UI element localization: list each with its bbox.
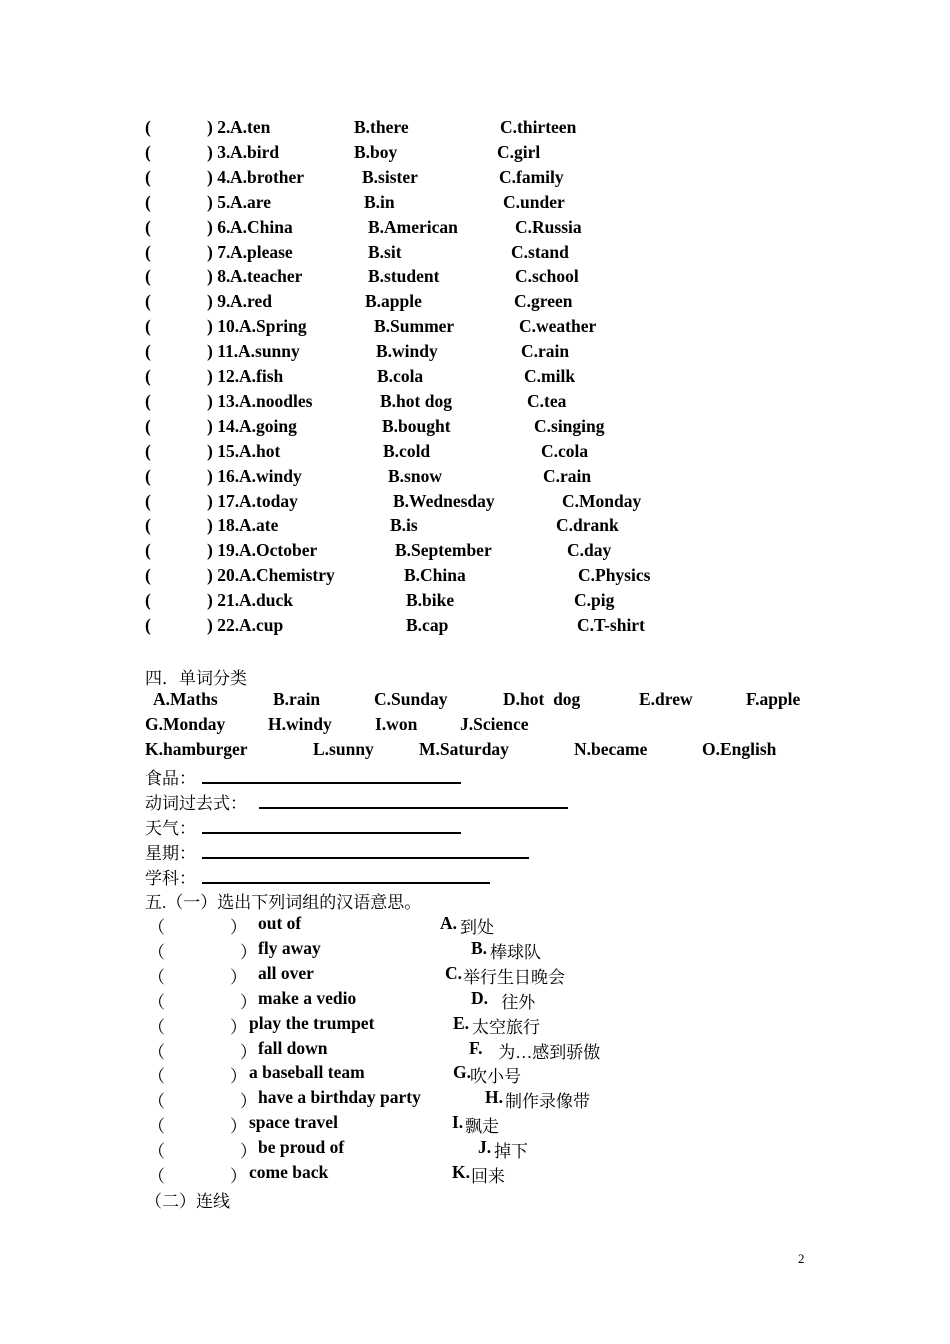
answer-blank-open[interactable]: ( [145, 141, 151, 162]
answer-blank-open[interactable]: ( [145, 341, 151, 362]
meaning-letter: K. [452, 1162, 470, 1182]
chinese-meaning: 太空旅行 [472, 1017, 540, 1037]
option-c: C.tea [527, 390, 567, 411]
question-row [0, 117, 950, 141]
word-item: K.hamburger [145, 739, 248, 759]
answer-blank-open[interactable]: （ [148, 1042, 165, 1062]
option-b: B.student [368, 266, 440, 287]
answer-blank-close: ） [230, 1067, 247, 1087]
answer-blank-open[interactable]: ( [145, 241, 151, 262]
english-phrase: be proud of [258, 1137, 345, 1158]
option-b: B.boy [354, 141, 398, 162]
phrase-row [0, 1112, 950, 1136]
option-a: A.teacher [230, 266, 303, 287]
option-a: A.China [230, 216, 293, 237]
option-a: A.noodles [239, 390, 313, 411]
english-phrase: all over [258, 962, 314, 983]
answer-blank-open[interactable]: ( [145, 540, 151, 561]
english-phrase: fly away [258, 937, 321, 958]
meaning-letter: G. [453, 1062, 471, 1083]
option-c: C.Russia [515, 216, 582, 237]
option-c: C.Monday [562, 490, 642, 511]
question-row [0, 366, 950, 390]
question-number: ) 14. [207, 415, 240, 436]
answer-blank-open[interactable]: ( [145, 590, 151, 611]
option-c: C.singing [534, 415, 605, 436]
option-b: B.Summer [374, 316, 455, 337]
meaning-letter: E. [453, 1012, 470, 1033]
option-a: A.brother [230, 166, 305, 187]
chinese-meaning: 举行生日晚会 [463, 967, 565, 987]
answer-blank-open[interactable]: （ [148, 1067, 165, 1087]
chinese-meaning: 棒球队 [490, 942, 541, 962]
answer-blank-open[interactable]: ( [145, 490, 151, 511]
question-row [0, 491, 950, 515]
question-row [0, 416, 950, 440]
option-b: B.sit [368, 241, 402, 262]
phrase-row [0, 913, 950, 937]
question-number: ) 9. [207, 291, 231, 312]
option-b: B.there [354, 117, 409, 137]
option-a: A.cup [239, 615, 284, 635]
option-b: B.in [364, 191, 395, 212]
phrase-row [0, 1087, 950, 1111]
question-number: ) 15. [207, 440, 240, 461]
option-c: C.T-shirt [577, 615, 645, 635]
question-number: ) 21. [207, 590, 240, 611]
chinese-meaning: 往外 [497, 992, 536, 1012]
option-b: B.cap [406, 615, 449, 635]
option-a: A.October [239, 540, 318, 561]
option-a: A.going [239, 415, 297, 436]
option-c: C.stand [511, 241, 569, 262]
answer-blank-open[interactable]: ( [145, 166, 151, 187]
category-food-answer-line[interactable] [202, 782, 461, 784]
english-phrase: space travel [249, 1112, 338, 1133]
category-past-tense-label: 动词过去式： [145, 794, 247, 813]
answer-blank-open[interactable]: ( [145, 440, 151, 461]
question-number: ) 10. [207, 316, 240, 337]
section4-title: 四．单词分类 [145, 669, 247, 688]
answer-blank-close: ） [240, 1142, 257, 1162]
word-item: F.apple [746, 689, 801, 709]
question-row [0, 242, 950, 266]
section5-title: 五.（一）选出下列词组的汉语意思。 [145, 893, 422, 912]
word-item: L.sunny [313, 739, 374, 759]
english-phrase: make a vedio [258, 987, 357, 1008]
option-a: A.bird [230, 141, 280, 162]
option-c: C.school [515, 266, 579, 287]
option-a: A.ate [239, 515, 279, 536]
answer-blank-open[interactable]: ( [145, 316, 151, 337]
question-row [0, 217, 950, 241]
question-row [0, 615, 950, 639]
option-b: B.bike [406, 590, 455, 611]
option-b: B.Wednesday [393, 490, 495, 511]
word-item: M.Saturday [419, 739, 509, 759]
question-row [0, 167, 950, 191]
option-b: B.hot dog [380, 390, 452, 411]
word-item: B.rain [273, 689, 321, 709]
question-number: ) 17. [207, 490, 240, 511]
option-a: A.hot [239, 440, 281, 461]
meaning-letter: J. [478, 1137, 492, 1158]
option-c: C.pig [574, 590, 615, 611]
chinese-meaning: 吹小号 [470, 1067, 521, 1087]
answer-blank-open[interactable]: ( [145, 117, 151, 137]
question-number: ) 18. [207, 515, 240, 536]
question-row [0, 540, 950, 564]
option-c: C.thirteen [500, 117, 577, 137]
answer-blank-open[interactable]: ( [145, 465, 151, 486]
word-item: G.Monday [145, 714, 226, 734]
section5-part2-title: （二）连线 [145, 1192, 230, 1211]
word-item: C.Sunday [374, 689, 448, 709]
question-row [0, 142, 950, 166]
question-number: ) 6. [207, 216, 231, 237]
question-row [0, 515, 950, 539]
phrase-row [0, 1038, 950, 1062]
phrase-row [0, 938, 950, 962]
question-number: ) 12. [207, 366, 240, 386]
answer-blank-open[interactable]: ( [145, 291, 151, 312]
answer-blank-close: ） [230, 1117, 247, 1137]
option-a: A.sunny [238, 341, 300, 362]
chinese-meaning: 回来 [471, 1167, 505, 1186]
english-phrase: fall down [258, 1037, 328, 1058]
english-phrase: have a birthday party [258, 1087, 421, 1108]
option-b: B.apple [365, 291, 422, 312]
question-row [0, 316, 950, 340]
question-row [0, 291, 950, 315]
meaning-letter: H. [485, 1087, 503, 1108]
answer-blank-close: ） [240, 992, 257, 1012]
option-c: C.cola [541, 440, 589, 461]
phrase-row [0, 988, 950, 1012]
question-number: ) 13. [207, 390, 240, 411]
english-phrase: come back [249, 1162, 329, 1182]
option-a: A.windy [239, 465, 302, 486]
answer-blank-close: ） [230, 918, 247, 937]
answer-blank-open[interactable]: ( [145, 216, 151, 237]
option-b: B.September [395, 540, 492, 561]
option-c: C.weather [519, 316, 597, 337]
word-item: O.English [702, 739, 777, 759]
question-number: ) 7. [207, 241, 231, 262]
question-row [0, 466, 950, 490]
answer-blank-open[interactable]: ( [145, 515, 151, 536]
option-b: B.cold [383, 440, 431, 461]
word-item: D.hot dog [503, 689, 581, 709]
answer-blank-open[interactable]: （ [148, 1092, 165, 1112]
meaning-letter: A. [440, 913, 458, 933]
option-b: B.windy [376, 341, 438, 362]
english-phrase: a baseball team [249, 1062, 365, 1083]
meaning-letter: D. [471, 987, 489, 1008]
category-food-label: 食品： [145, 769, 196, 788]
option-c: C.family [499, 166, 564, 187]
word-item: E.drew [639, 689, 693, 709]
answer-blank-open[interactable]: ( [145, 565, 151, 586]
answer-blank-close: ） [230, 1167, 247, 1186]
category-weather-answer-line[interactable] [202, 832, 461, 834]
answer-blank-open[interactable]: ( [145, 390, 151, 411]
chinese-meaning: 到处 [460, 918, 494, 937]
meaning-letter: I. [452, 1112, 464, 1133]
option-b: B.American [368, 216, 458, 237]
question-number: ) 19. [207, 540, 240, 561]
meaning-letter: C. [445, 962, 463, 983]
category-weekday-label: 星期： [145, 844, 196, 863]
option-c: C.day [567, 540, 612, 561]
phrase-row [0, 1162, 950, 1186]
option-c: C.rain [521, 341, 570, 362]
answer-blank-close: ） [230, 967, 247, 987]
answer-blank-open[interactable]: （ [148, 942, 165, 962]
phrase-row [0, 1013, 950, 1037]
question-number: ) 11. [207, 341, 239, 362]
option-a: A.today [239, 490, 298, 511]
answer-blank-close: ） [240, 942, 257, 962]
question-number: ) 8. [207, 266, 231, 287]
question-row [0, 391, 950, 415]
option-a: A.red [230, 291, 272, 312]
question-row [0, 441, 950, 465]
answer-blank-open[interactable]: ( [145, 615, 151, 635]
option-b: B.snow [388, 465, 442, 486]
option-c: C.green [514, 291, 573, 312]
option-c: C.girl [497, 141, 541, 162]
option-b: B.China [404, 565, 466, 586]
question-number: ) 3. [207, 141, 231, 162]
answer-blank-open[interactable]: （ [148, 1167, 165, 1186]
option-a: A.ten [230, 117, 271, 137]
answer-blank-close: ） [240, 1042, 257, 1062]
phrase-row [0, 1062, 950, 1086]
question-row [0, 590, 950, 614]
option-a: A.fish [239, 366, 284, 386]
option-a: A.Chemistry [239, 565, 335, 586]
option-b: B.cola [377, 366, 424, 386]
option-b: B.bought [382, 415, 451, 436]
answer-blank-open[interactable]: ( [145, 366, 151, 386]
category-past-tense-answer-line[interactable] [259, 807, 568, 809]
english-phrase: play the trumpet [249, 1012, 375, 1033]
phrase-row [0, 1137, 950, 1161]
option-c: C.rain [543, 465, 592, 486]
category-weather-label: 天气： [145, 819, 196, 838]
option-c: C.under [503, 191, 565, 212]
word-item: J.Science [460, 714, 529, 734]
answer-blank-open[interactable]: （ [148, 967, 165, 987]
answer-blank-open[interactable]: （ [148, 992, 165, 1012]
question-number: ) 16. [207, 465, 240, 486]
question-row [0, 266, 950, 290]
category-subject-answer-line[interactable] [202, 882, 490, 884]
answer-blank-open[interactable]: ( [145, 266, 151, 287]
option-a: A.please [230, 241, 293, 262]
english-phrase: out of [258, 913, 302, 933]
chinese-meaning: 飘走 [465, 1117, 499, 1137]
chinese-meaning: 为…感到骄傲 [494, 1042, 601, 1062]
meaning-letter: F. [469, 1037, 483, 1058]
answer-blank-open[interactable]: （ [148, 1017, 165, 1037]
meaning-letter: B. [471, 937, 488, 958]
word-item: I.won [375, 714, 418, 734]
option-b: B.sister [362, 166, 418, 187]
answer-blank-close: ） [240, 1092, 257, 1112]
category-subject-label: 学科： [145, 869, 196, 888]
question-number: ) 4. [207, 166, 231, 187]
chinese-meaning: 掉下 [494, 1142, 528, 1162]
answer-blank-open[interactable]: （ [148, 1142, 165, 1162]
answer-blank-open[interactable]: ( [145, 415, 151, 436]
phrase-row [0, 963, 950, 987]
option-a: A.duck [239, 590, 293, 611]
word-item: A.Maths [153, 689, 218, 709]
word-item: H.windy [268, 714, 332, 734]
question-number: ) 2. [207, 117, 231, 137]
answer-blank-open[interactable]: ( [145, 191, 151, 212]
option-b: B.is [390, 515, 418, 536]
question-number: ) 22. [207, 615, 240, 635]
category-weekday-answer-line[interactable] [202, 857, 529, 859]
question-number: ) 5. [207, 191, 231, 212]
option-a: A.Spring [239, 316, 307, 337]
word-item: N.became [574, 739, 648, 759]
answer-blank-open[interactable]: （ [148, 1117, 165, 1137]
answer-blank-open[interactable]: （ [148, 918, 165, 937]
option-c: C.drank [556, 515, 619, 536]
page-number: 2 [798, 1251, 805, 1266]
question-row [0, 192, 950, 216]
option-a: A.are [230, 191, 271, 212]
option-c: C.milk [524, 366, 576, 386]
question-row [0, 341, 950, 365]
option-c: C.Physics [578, 565, 651, 586]
answer-blank-close: ） [230, 1017, 247, 1037]
chinese-meaning: 制作录像带 [505, 1092, 590, 1112]
question-row [0, 565, 950, 589]
question-number: ) 20. [207, 565, 240, 586]
